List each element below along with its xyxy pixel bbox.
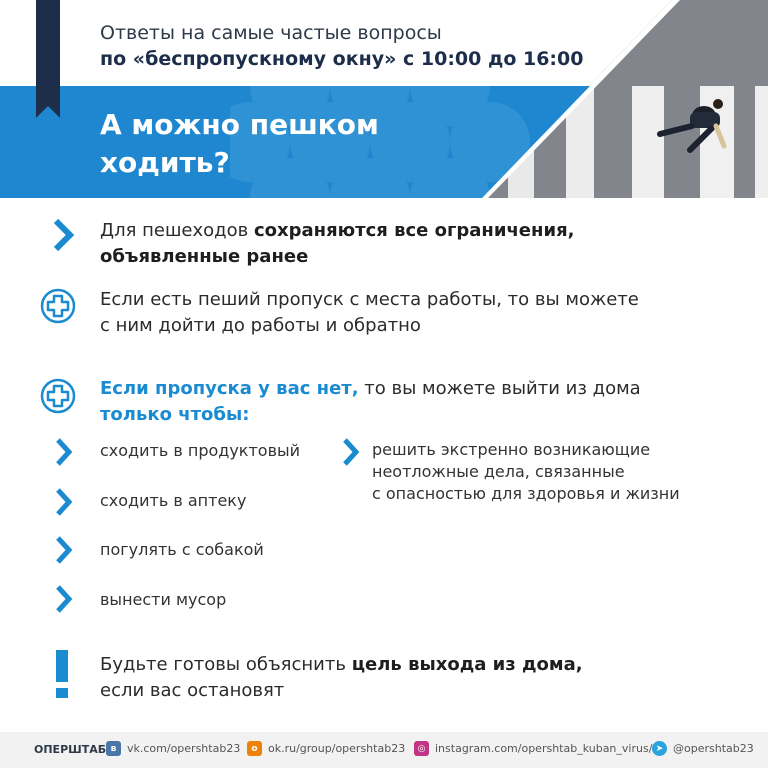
footer-telegram-text: @opershtab23	[673, 742, 754, 755]
item-no-pass	[100, 376, 641, 428]
item-work-pass	[100, 287, 639, 339]
footer-brand: ОПЕРШТАБ	[34, 743, 107, 756]
bookmark-ribbon	[36, 0, 60, 118]
option-trash: вынести мусор	[100, 590, 227, 609]
telegram-icon: ➤	[652, 741, 667, 756]
option-pharmacy: сходить в аптеку	[100, 491, 247, 510]
footer-instagram-link[interactable]	[414, 741, 652, 756]
footer-vk-link[interactable]	[106, 741, 240, 756]
warning-line2: если вас остановят	[100, 680, 285, 701]
headline-line1: А можно пешком	[100, 108, 379, 141]
chevron-right-icon	[55, 536, 73, 564]
item-pedestrian-restrictions	[100, 218, 574, 270]
warning-text	[100, 652, 583, 704]
footer-vk-text: vk.com/opershtab23	[127, 742, 241, 755]
option-emergency-line1: решить экстренно возникающие	[372, 440, 651, 459]
footer	[0, 732, 768, 768]
option-grocery: сходить в продуктовый	[100, 441, 301, 460]
option-emergency	[372, 439, 680, 505]
item1-bold: сохраняются все ограничения,	[253, 220, 575, 241]
chevron-right-icon	[55, 438, 73, 466]
plus-circle-icon	[40, 378, 76, 414]
chevron-right-icon	[52, 218, 74, 252]
footer-ok-link[interactable]	[247, 741, 405, 756]
supertitle-line1: Ответы на самые частые вопросы	[100, 22, 442, 44]
warning-bold: цель выхода из дома,	[351, 654, 583, 675]
instagram-icon: ◎	[414, 741, 429, 756]
vk-icon: в	[106, 741, 121, 756]
headline	[100, 106, 379, 182]
header	[0, 0, 768, 198]
item3-blue-line2: только чтобы:	[100, 404, 250, 425]
warning-regular: Будьте готовы объяснить	[100, 654, 352, 675]
option-emergency-line3: с опасностью для здоровья и жизни	[372, 484, 680, 503]
chevron-right-icon	[55, 488, 73, 516]
item3-blue: Если пропуска у вас нет,	[100, 378, 359, 399]
headline-line2: ходить?	[100, 146, 230, 179]
chevron-right-icon	[342, 438, 360, 466]
supertitle-line2: по «беспропускному окну» с 10:00 до 16:00	[100, 48, 584, 70]
item3-regular: то вы можете выйти из дома	[358, 378, 641, 399]
footer-instagram-text: instagram.com/opershtab_kuban_virus/	[435, 742, 653, 755]
ok-icon: о	[247, 741, 262, 756]
footer-telegram-link[interactable]	[652, 741, 754, 756]
item2-line1: Если есть пеший пропуск с места работы, то вы можете	[100, 289, 639, 310]
option-dog-walk: погулять с собакой	[100, 540, 264, 559]
plus-circle-icon	[40, 288, 76, 324]
chevron-right-icon	[55, 585, 73, 613]
item2-line2: с ним дойти до работы и обратно	[100, 315, 421, 336]
exclamation-icon	[52, 650, 72, 700]
option-emergency-line2: неотложные дела, связанные	[372, 462, 625, 481]
item1-regular: Для пешеходов	[100, 220, 254, 241]
footer-ok-text: ok.ru/group/opershtab23	[268, 742, 406, 755]
item1-bold-line2: объявленные ранее	[100, 246, 309, 267]
